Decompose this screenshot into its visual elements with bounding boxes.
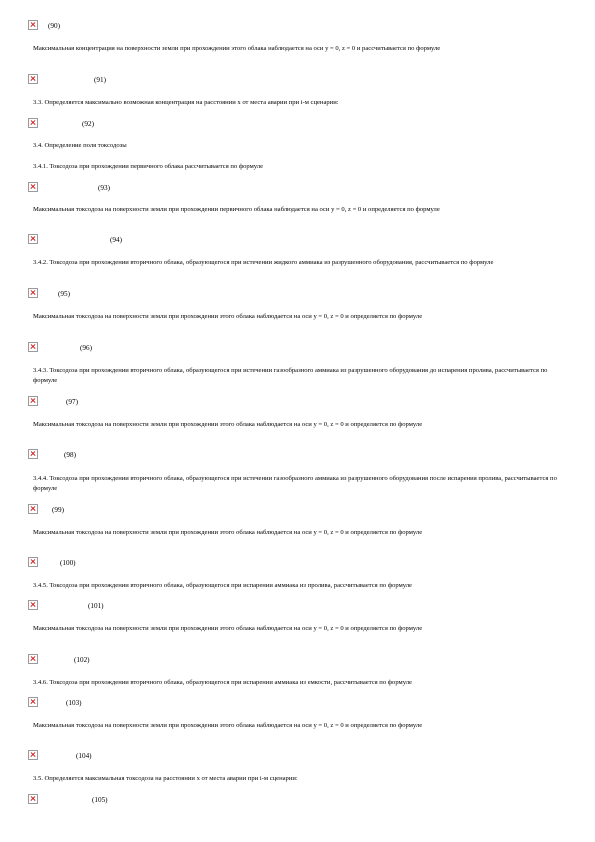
paragraph-text: Максимальная токсодоза на поверхности земли при прохождении этого облака наблюдается на оси y = 0, z = 0 и определяется по формуле — [33, 421, 423, 428]
broken-image-icon — [28, 118, 38, 128]
paragraph-text: Максимальная концентрация на поверхности земли при прохождении этого облака наблюдается на оси y = 0, z = 0 и рассчитывается по формуле — [33, 45, 441, 52]
paragraph-text: 3.4.1. Токсодоза при прохождении первичного облака рассчитывается по формуле — [33, 163, 264, 170]
equation-row — [0, 504, 595, 518]
paragraph-text: 3.4.2. Токсодоза при прохождении вторичного облака, образующегося при истечении жидкого аммиака из разрушенного оборудования, рассчитывается по формуле — [33, 259, 494, 266]
broken-image-icon — [28, 557, 38, 567]
broken-image-icon — [28, 74, 38, 84]
equation-number: (99) — [52, 506, 64, 514]
paragraph-text: Максимальная токсодоза на поверхности земли при прохождении этого облака наблюдается на оси y = 0, z = 0 и определяется по формуле — [33, 722, 423, 729]
paragraph-text: Максимальная токсодоза на поверхности земли при прохождении этого облака наблюдается на оси y = 0, z = 0 и определяется по формуле — [33, 625, 423, 632]
section-heading: 3.4. Определение поля токсодозы — [33, 142, 127, 149]
broken-image-icon — [28, 449, 38, 459]
equation-row — [0, 697, 595, 711]
paragraph-text: 3.3. Определяется максимально возможная концентрация на расстоянии x от места аварии при i-м сценарии: — [33, 99, 339, 106]
broken-image-icon — [28, 182, 38, 192]
equation-number: (95) — [58, 290, 70, 298]
equation-row — [0, 288, 595, 302]
broken-image-icon — [28, 288, 38, 298]
equation-number: (96) — [80, 344, 92, 352]
equation-number: (105) — [92, 796, 108, 804]
equation-number: (93) — [98, 184, 110, 192]
equation-row — [0, 600, 595, 614]
paragraph-text: Максимальная токсодоза на поверхности земли при прохождении этого облака наблюдается на оси y = 0, z = 0 и определяется по формуле — [33, 529, 423, 536]
equation-row — [0, 234, 595, 248]
equation-number: (92) — [82, 120, 94, 128]
equation-row — [0, 182, 595, 196]
broken-image-icon — [28, 342, 38, 352]
equation-number: (104) — [76, 752, 92, 760]
equation-row — [0, 20, 595, 34]
paragraph-text: 3.4.3. Токсодоза при прохождении вторичного облака, образующегося при истечении газообразного аммиака из разрушенного оборудования до испарения пролива, рассчитывается по формуле — [33, 367, 548, 384]
equation-row — [0, 74, 595, 88]
equation-row — [0, 794, 595, 808]
equation-row — [0, 449, 595, 463]
broken-image-icon — [28, 600, 38, 610]
equation-number: (103) — [66, 699, 82, 707]
equation-number: (98) — [64, 451, 76, 459]
paragraph-text: Максимальная токсодоза на поверхности земли при прохождении этого облака наблюдается на оси y = 0, z = 0 и определяется по формуле — [33, 313, 423, 320]
broken-image-icon — [28, 396, 38, 406]
paragraph-text: 3.4.4. Токсодоза при прохождении вторичного облака, образующегося при истечении газообразного аммиака из разрушенного оборудования после испарения пролива, рассчитывается по формуле — [33, 475, 557, 492]
broken-image-icon — [28, 20, 38, 30]
paragraph-text: 3.4.5. Токсодоза при прохождении вторичного облака, образующегося при испарении аммиака из пролива, рассчитывается по формуле — [33, 582, 412, 589]
broken-image-icon — [28, 234, 38, 244]
equation-row — [0, 118, 595, 132]
broken-image-icon — [28, 750, 38, 760]
equation-row — [0, 654, 595, 668]
equation-row — [0, 342, 595, 356]
broken-image-icon — [28, 697, 38, 707]
paragraph-text: 3.5. Определяется максимальная токсодоза на расстоянии x от места аварии при i-м сценарии: — [33, 775, 298, 782]
broken-image-icon — [28, 794, 38, 804]
equation-row — [0, 557, 595, 571]
paragraph-text: Максимальная токсодоза на поверхности земли при прохождении первичного облака наблюдается на оси y = 0, z = 0 и определяется по формуле — [33, 206, 440, 213]
equation-number: (101) — [88, 602, 104, 610]
equation-number: (91) — [94, 76, 106, 84]
equation-number: (100) — [60, 559, 76, 567]
equation-number: (102) — [74, 656, 90, 664]
broken-image-icon — [28, 504, 38, 514]
paragraph-text: 3.4.6. Токсодоза при прохождении вторичного облака, образующегося при испарении аммиака из емкости, рассчитывается по формуле — [33, 679, 412, 686]
equation-number: (90) — [48, 22, 60, 30]
equation-row — [0, 396, 595, 410]
equation-row — [0, 750, 595, 764]
equation-number: (97) — [66, 398, 78, 406]
broken-image-icon — [28, 654, 38, 664]
equation-number: (94) — [110, 236, 122, 244]
